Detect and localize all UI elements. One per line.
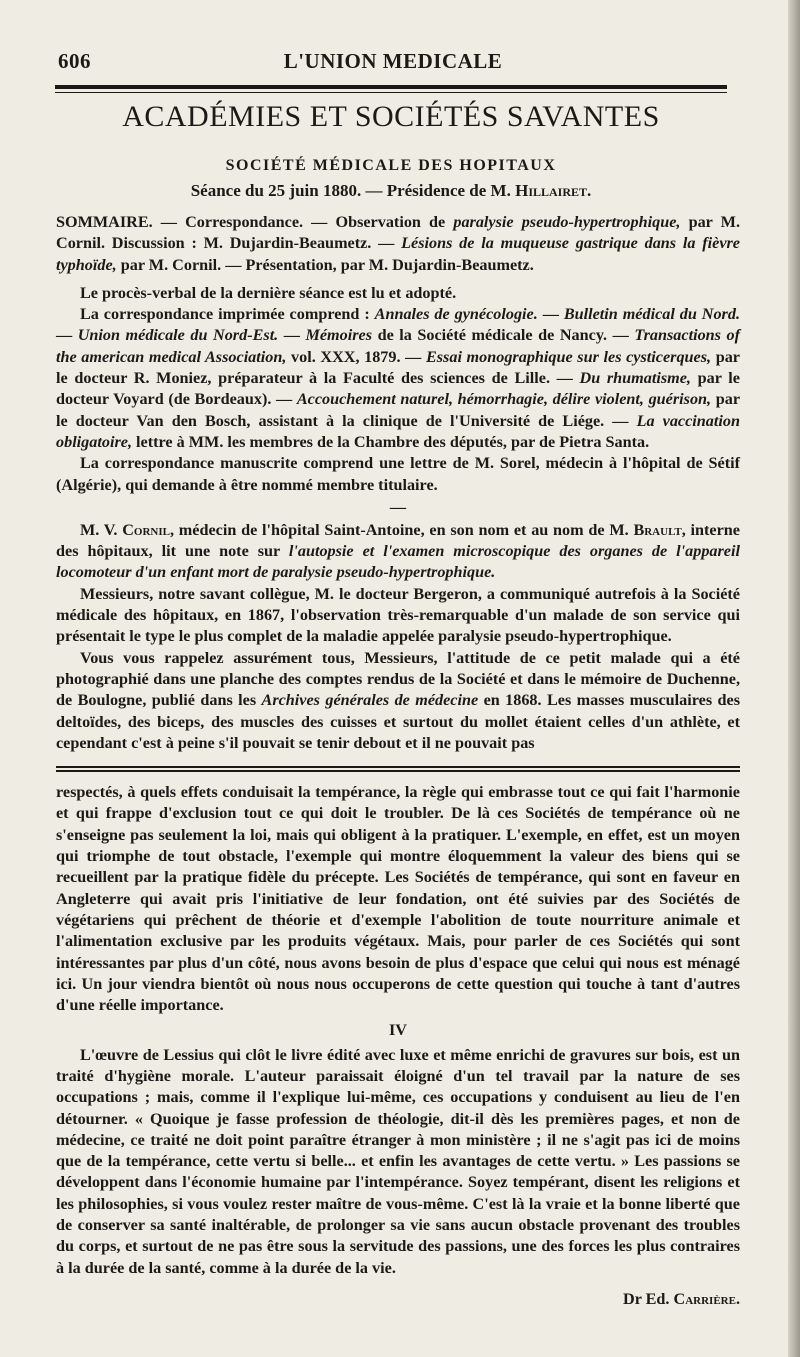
proces-verbal-paragraph: Le procès-verbal de la dernière séance est lu et adopté. bbox=[80, 283, 457, 302]
feuilleton-paragraph-2: L'œuvre de Lessius qui clôt le livre édité avec luxe et même enrichi de gravures sur bois, est un traité d'hygiène morale. L'auteur paraissait éloigné d'un tel travail par la nature de ses occupations ; mais, comme il l'explique lui-même, ces occupations y conduisent au lieu de l'en détourner. « Quoique je fasse profession de théologie, dit-il dès les premières pages, et non de médecine, ce traité ne doit point paraître étranger à mon ministère ; il ne s'agit pas ici de moins que de la tempérance, cette vertu si belle... et enfin les avantages de cette vertu. » Les passions se développent dans l'économie humaine par l'intempérance. Soyez tempérant, disent les religions et les philosophies, si vous voulez rester maître de vous-même. C'est là la vraie et la bonne liberté que de conserver sa santé inaltérable, de prolonger sa vie sans aucun obstacle provenant des troubles du corps, et surtout de ne pas être sous la servitude des passions, une des forces les plus contraires à la durée de la santé, comme à la durée de la vie. bbox=[56, 1045, 740, 1277]
page-number: 606 bbox=[58, 49, 91, 73]
cornil-paragraph: M. V. Cornil, médecin de l'hôpital Saint-Antoine, en son nom et au nom de M. Brault, interne des hôpitaux, lit une note sur l'autopsie et l'examen microscopique des organes de l'appareil locomoteur d'un enfant mort de paralysie pseudo-hypertrophique. bbox=[56, 520, 740, 582]
running-title: L'UNION MEDICALE bbox=[283, 49, 503, 73]
correspondance-imprimee-paragraph: La correspondance imprimée comprend : Annales de gynécologie. — Bulletin médical du Nord. — Union médicale du Nord-Est. — Mémoires de la Société médicale de Nancy. — Transactions of the american medical Association, vol. XXX, 1879. — Essai monographique sur les cysticerques, par le docteur R. Moniez, préparateur à la Faculté des sciences de Lille. — Du rhumatisme, par le docteur Voyard (de Bordeaux). — Accouchement naturel, hémorrhagie, délire violent, guérison, par le docteur Van den Bosch, assistant à la clinique de l'Université de Liége. — La vaccination obligatoire, lettre à MM. les membres de la Chambre des députés, par de Pietra Santa. bbox=[56, 305, 740, 451]
vous-paragraph: Vous vous rappelez assurément tous, Messieurs, l'attitude de ce petit malade qui a été photographié dans une planche des comptes rendus de la Société et dans le mémoire de Duchenne, de Boulogne, publié dans les Archives générales de médecine en 1868. Les masses musculaires des deltoïdes, des biceps, des muscles des cuisses et surtout du mollet étaient celles d'un athlète, et cependant c'est à peine s'il pouvait se tenir debout et il ne pouvait pas bbox=[56, 648, 740, 752]
correspondance-manuscrite-paragraph: La correspondance manuscrite comprend une lettre de M. Sorel, médecin à l'hôpital de Sétif (Algérie), qui demande à être nommé membre titulaire. bbox=[56, 454, 740, 494]
article-body bbox=[56, 212, 740, 1310]
running-header bbox=[58, 49, 728, 73]
header-rule-thin bbox=[55, 92, 727, 93]
header-rule-thick bbox=[55, 85, 727, 89]
sommaire-paragraph: SOMMAIRE. — Correspondance. — Observation de paralysie pseudo-hypertrophique, par M. Cornil. Discussion : M. Dujardin-Beaumetz. — Lésions de la muqueuse gastrique dans la fièvre typhoïde, par M. Cornil. — Présentation, par M. Dujardin-Beaumetz. bbox=[56, 213, 740, 274]
page-edge-shadow bbox=[788, 0, 800, 1357]
feuilleton-rule-bottom bbox=[56, 770, 740, 772]
feuilleton-rule-top bbox=[56, 766, 740, 768]
seance-president: Hillairet. bbox=[515, 181, 592, 200]
section-title: ACADÉMIES ET SOCIÉTÉS SAVANTES bbox=[122, 100, 660, 133]
section-numeral: IV bbox=[389, 1021, 407, 1040]
messieurs-paragraph: Messieurs, notre savant collègue, M. le docteur Bergeron, a communiqué autrefois à la Société médicale des hôpitaux, en 1867, l'observation très-remarquable d'un malade de son service qui présentait le type le plus complet de la maladie appelée paralysie pseudo-hypertrophique. bbox=[56, 584, 740, 646]
feuilleton-paragraph-1: respectés, à quels effets conduisait la tempérance, la règle qui embrasse tout ce qui fait l'harmonie et qui frappe d'exclusion tout ce qui doit le troubler. De là ces Sociétés de tempérance où ne s'enseigne pas seulement la loi, mais qui obligent à la pratiquer. L'exemple, en effet, est un moyen qui triomphe de tout obstacle, l'exemple qui montre éloquemment la valeur des biens qui se recueillent par la pratique fidèle du précepte. Les Sociétés de tempérance, qui sont en faveur en Angleterre qui avait pris l'initiative de leur fondation, ont été suivies par des Sociétés de végétariens qui prêchent de théorie et d'exemple l'abolition de toute nourriture animale et l'alimentation exclusive par les produits végétaux. Mais, pour parler de ces Sociétés qui sont intéressantes par plus d'un côté, nous avons besoin de plus d'espace que celui qui nous est ménagé ici. Un jour viendra bientôt où nous nous occuperons de cette question qui touche à tant d'autres d'une réelle importance. bbox=[56, 783, 740, 1015]
seance-text: Séance du 25 juin 1880. — Présidence de M. bbox=[190, 181, 516, 200]
seance-line bbox=[55, 181, 727, 201]
separator-dash: — bbox=[389, 497, 407, 516]
author-signature: Dr Ed. Carrière. bbox=[623, 1289, 740, 1308]
society-heading: SOCIÉTÉ MÉDICALE DES HOPITAUX bbox=[225, 157, 557, 174]
